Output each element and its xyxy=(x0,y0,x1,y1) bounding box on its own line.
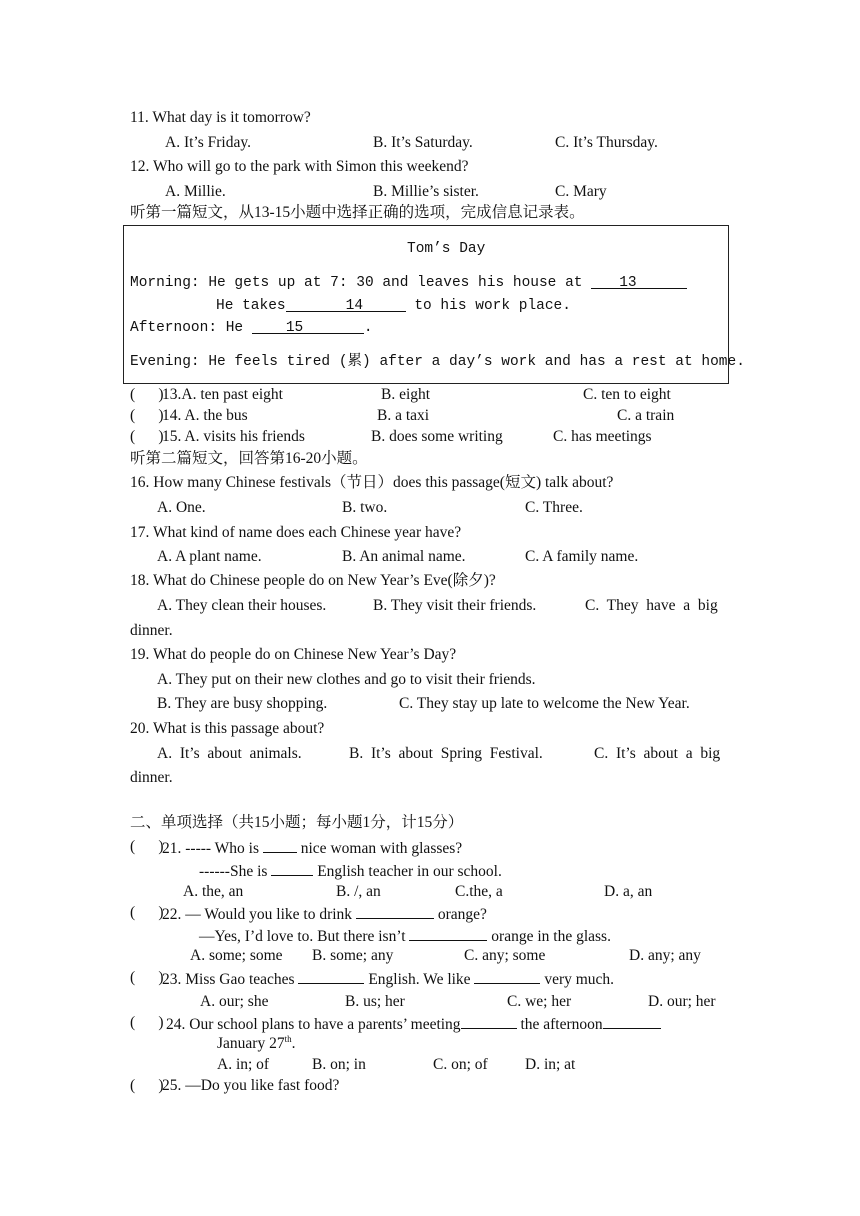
question-21-option-b: B. /, an xyxy=(336,883,381,900)
question-21-option-d: D. a, an xyxy=(604,883,653,900)
question-13-option-a: 13.A. ten past eight xyxy=(162,386,283,403)
blank xyxy=(298,968,364,984)
blank-13: 13 xyxy=(591,273,687,289)
answer-paren-14: ( ) xyxy=(130,407,164,424)
question-19-option-b: B. They are busy shopping. xyxy=(157,695,328,712)
question-24-option-d: D. in; at xyxy=(525,1056,576,1073)
question-15-option-a: 15. A. visits his friends xyxy=(162,428,305,445)
question-11-option-a: A. It’s Friday. xyxy=(165,134,251,151)
question-19-stem: 19. What do people do on Chinese New Year’s Day? xyxy=(130,646,457,663)
question-12-option-c: C. Mary xyxy=(555,183,607,200)
question-24-option-a: A. in; of xyxy=(217,1056,270,1073)
question-23-option-d: D. our; her xyxy=(648,993,716,1010)
answer-paren-22: ( ) xyxy=(130,904,164,921)
blank-14: 14 xyxy=(286,296,406,312)
question-12-option-b: B. Millie’s sister. xyxy=(373,183,479,200)
question-18-option-c-continued: dinner. xyxy=(130,622,173,639)
question-18-option-b: B. They visit their friends. xyxy=(373,597,537,614)
question-21-option-a: A. the, an xyxy=(183,883,244,900)
table-title: Tom’s Day xyxy=(407,241,486,257)
question-20-stem: 20. What is this passage about? xyxy=(130,720,325,737)
question-19-option-c: C. They stay up late to welcome the New Year. xyxy=(399,695,690,712)
question-17-option-b: B. An animal name. xyxy=(342,548,466,565)
question-14-option-c: C. a train xyxy=(617,407,675,424)
question-25-line-1: 25. —Do you like fast food? xyxy=(162,1077,340,1094)
answer-paren-25: ( ) xyxy=(130,1077,164,1094)
section-2-heading: 二、单项选择（共15小题；每小题1分，计15分） xyxy=(130,814,464,831)
question-16-stem: 16. How many Chinese festivals（节日）does this passage(短文) talk about? xyxy=(130,474,614,491)
question-20-option-a: A. It’s about animals. xyxy=(157,745,302,762)
blank xyxy=(474,968,540,984)
passage-1-instruction: 听第一篇短文，从13-15小题中选择正确的选项，完成信息记录表。 xyxy=(130,204,585,221)
question-18-option-c: C. They have a big xyxy=(585,597,718,614)
question-22-option-a: A. some; some xyxy=(190,947,283,964)
question-13-option-c: C. ten to eight xyxy=(583,386,671,403)
question-22-line-2: —Yes, I’d love to. But there isn’t orange in the glass. xyxy=(199,925,611,947)
question-24-option-b: B. on; in xyxy=(312,1056,366,1073)
table-evening-line: Evening: He feels tired (累) after a day’s work and has a rest at home. xyxy=(130,354,745,370)
table-afternoon-line: Afternoon: He 15 . xyxy=(130,320,373,336)
question-24-option-c: C. on; of xyxy=(433,1056,488,1073)
answer-paren-21: ( ) xyxy=(130,838,164,855)
question-18-option-a: A. They clean their houses. xyxy=(157,597,327,614)
question-19-option-a: A. They put on their new clothes and go to visit their friends. xyxy=(157,671,536,688)
answer-paren-13: ( ) xyxy=(130,386,164,403)
question-13-option-b: B. eight xyxy=(381,386,431,403)
blank xyxy=(603,1013,661,1029)
question-12-option-a: A. Millie. xyxy=(165,183,226,200)
question-11-stem: 11. What day is it tomorrow? xyxy=(130,109,311,126)
question-20-option-c-continued: dinner. xyxy=(130,769,173,786)
question-17-option-a: A. A plant name. xyxy=(157,548,262,565)
question-11-option-b: B. It’s Saturday. xyxy=(373,134,473,151)
question-23-line-1: 23. Miss Gao teaches English. We like very much. xyxy=(162,968,614,990)
question-22-option-b: B. some; any xyxy=(312,947,394,964)
question-23-option-c: C. we; her xyxy=(507,993,572,1010)
question-22-option-c: C. any; some xyxy=(464,947,546,964)
blank xyxy=(409,925,487,941)
question-22-option-d: D. any; any xyxy=(629,947,701,964)
question-22-line-1: 22. — Would you like to drink orange? xyxy=(162,903,487,925)
question-21-option-c: C.the, a xyxy=(455,883,503,900)
table-morning-line: Morning: He gets up at 7: 30 and leaves his house at 13 xyxy=(130,273,687,293)
question-11-option-c: C. It’s Thursday. xyxy=(555,134,658,151)
answer-paren-23: ( ) xyxy=(130,969,164,986)
question-21-line-2: ------She is English teacher in our school. xyxy=(199,860,502,882)
question-17-option-c: C. A family name. xyxy=(525,548,639,565)
passage-2-instruction: 听第二篇短文，回答第16-20小题。 xyxy=(130,450,368,467)
blank-15: 15 xyxy=(252,318,364,334)
question-21-line-1: 21. ----- Who is nice woman with glasses? xyxy=(162,837,462,859)
answer-paren-15: ( ) xyxy=(130,428,164,445)
question-14-option-b: B. a taxi xyxy=(377,407,430,424)
question-23-option-b: B. us; her xyxy=(345,993,405,1010)
question-16-option-c: C. Three. xyxy=(525,499,583,516)
question-14-option-a: 14. A. the bus xyxy=(162,407,248,424)
blank xyxy=(263,837,297,853)
blank xyxy=(356,903,434,919)
question-20-option-c: C. It’s about a big xyxy=(594,745,721,762)
question-18-stem: 18. What do Chinese people do on New Year’s Eve(除夕)? xyxy=(130,572,496,589)
question-16-option-b: B. two. xyxy=(342,499,388,516)
blank xyxy=(461,1013,517,1029)
blank xyxy=(271,860,313,876)
question-24-line-2: January 27th. xyxy=(217,1033,296,1052)
question-12-stem: 12. Who will go to the park with Simon this weekend? xyxy=(130,158,469,175)
question-23-option-a: A. our; she xyxy=(200,993,269,1010)
question-20-option-b: B. It’s about Spring Festival. xyxy=(349,745,543,762)
question-16-option-a: A. One. xyxy=(157,499,206,516)
answer-paren-24: ( ) xyxy=(130,1014,164,1031)
question-17-stem: 17. What kind of name does each Chinese year have? xyxy=(130,524,462,541)
question-24-line-1: 24. Our school plans to have a parents’ meeting the afternoon xyxy=(166,1013,661,1035)
table-morning-line-2: He takes 14 to his work place. xyxy=(216,298,571,314)
question-15-option-b: B. does some writing xyxy=(371,428,503,445)
question-15-option-c: C. has meetings xyxy=(553,428,652,445)
